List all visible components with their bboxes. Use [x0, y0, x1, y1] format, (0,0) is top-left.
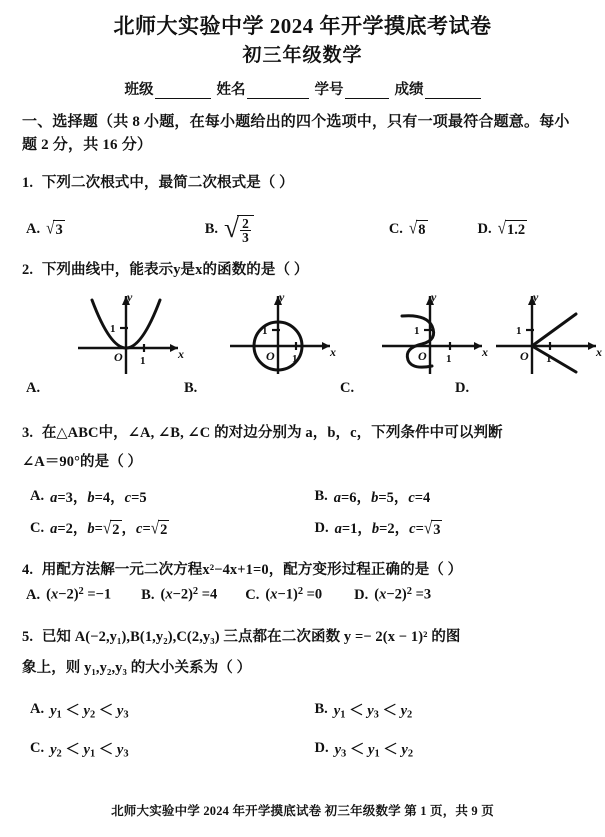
sqrt-icon: √ $\frac{2}{3}$ [224, 215, 254, 245]
field-score-blank[interactable] [425, 85, 481, 99]
option-text: $y_2 < y_1 < y_3$ [50, 742, 129, 760]
question-5-options [22, 699, 583, 760]
question-2-option-d[interactable]: D. [455, 379, 470, 396]
sqrt-icon: √ 3 [46, 218, 63, 239]
question-3-stem-line-2: ∠A＝90°的是（ ） [22, 454, 143, 471]
question-3-option-a[interactable] [22, 486, 303, 507]
option-letter: A. [30, 700, 45, 717]
page-footer: 北师大实验中学 2024 年开学摸底试卷 初三年级数学 第 1 页，共 9 页 [111, 804, 494, 818]
page-subtitle: 初三年级数学 [242, 45, 363, 67]
question-1-number: 1. [22, 174, 34, 191]
question-4-option-c[interactable] [245, 586, 322, 604]
svg-text:x: x [178, 346, 184, 361]
sqrt-icon: √ 2 [150, 518, 168, 539]
question-4-options [22, 586, 583, 604]
question-2-option-c[interactable]: C. [340, 379, 355, 396]
question-1-option-d[interactable] [478, 220, 528, 239]
question-1 [22, 172, 583, 195]
figure-circle-centered-origin[interactable] [222, 288, 340, 376]
question-2-number: 2. [22, 261, 34, 278]
question-4-option-a[interactable] [26, 586, 111, 604]
question-5-line-1 [22, 626, 583, 649]
option-letter: B. [314, 488, 328, 505]
option-text: $(x-2)^2 =4$ [160, 586, 218, 604]
svg-text:O: O [114, 349, 123, 364]
figure-s-shaped-looping-curve[interactable] [374, 288, 492, 376]
question-1-option-a[interactable] [26, 220, 65, 239]
svg-text:1: 1 [262, 324, 268, 337]
option-text: $y_1 < y_2 < y_3$ [50, 702, 129, 721]
question-3-line-1 [22, 422, 583, 445]
field-class-blank[interactable] [155, 85, 211, 99]
svg-text:1: 1 [292, 352, 298, 365]
svg-text:O: O [266, 348, 275, 363]
option-text: a=3，b=4，c=5 [50, 490, 147, 507]
graph-icon [374, 288, 492, 376]
question-5-option-b[interactable] [303, 699, 584, 721]
field-student-number-label: 学号 [314, 82, 344, 99]
question-5 [22, 626, 583, 680]
sqrt-icon: √ 1.2 [497, 218, 526, 239]
question-2-option-a[interactable]: A. [26, 379, 41, 396]
svg-text:1: 1 [110, 322, 116, 335]
question-3-stem-line-1: 在△ABC中，∠A, ∠B, ∠C 的对边分别为 a，b，c，下列条件中可以判断 [41, 424, 503, 441]
question-5-stem-line-2: 象上，则 y₁,y₂,y₃ 的大小关系为（ ） [22, 660, 252, 677]
question-1-option-b[interactable] [204, 211, 254, 246]
option-letter: B. [141, 586, 155, 603]
option-text: a=1，b=2，c= √ 3 [334, 518, 441, 539]
option-letter: A. [26, 221, 41, 238]
option-text: a=2，b= √ 2 ，c= √ 2 [50, 518, 168, 539]
question-3 [22, 422, 583, 474]
svg-text:y: y [533, 289, 539, 304]
question-3-options [22, 486, 583, 539]
svg-text:1: 1 [140, 354, 146, 367]
question-5-option-a[interactable] [22, 699, 303, 721]
option-letter: B. [204, 221, 219, 238]
sqrt-icon: √ 8 [408, 218, 426, 239]
question-4-stem: 用配方法解一元二次方程x²−4x+1=0，配方变形过程正确的是（ ） [41, 562, 463, 579]
option-text: $(x-1)^2 =0$ [265, 586, 323, 604]
option-letter: A. [26, 586, 41, 603]
field-score-label: 成绩 [394, 82, 424, 99]
question-5-number: 5. [22, 629, 34, 646]
graph-icon [222, 288, 340, 376]
question-3-number: 3. [22, 424, 34, 441]
field-class-label: 班级 [124, 82, 154, 99]
svg-text:1: 1 [546, 352, 552, 365]
question-4-option-d[interactable] [354, 586, 431, 604]
question-3-option-d[interactable] [303, 517, 584, 539]
svg-text:x: x [330, 344, 336, 359]
question-3-option-b[interactable] [303, 486, 584, 507]
option-letter: C. [245, 586, 260, 603]
field-student-number [315, 78, 389, 99]
question-3-option-c[interactable] [22, 517, 303, 539]
svg-text:x: x [482, 344, 488, 359]
section-heading: 一、选择题（共 8 小题，在每小题给出的四个选项中，只有一项最符合题意。每小题 2 分，共 16 分） [22, 114, 570, 154]
option-letter: B. [314, 700, 328, 717]
question-2-option-labels [22, 380, 583, 402]
field-name [217, 78, 309, 99]
exam-page [0, 12, 605, 837]
sqrt-icon: √ 3 [423, 518, 441, 539]
question-4 [22, 559, 583, 582]
graph-icon [492, 288, 605, 376]
svg-text:1: 1 [414, 324, 420, 337]
option-text: $(x-2)^2 =-1$ [46, 586, 112, 604]
question-2-figures [22, 288, 602, 380]
figure-parabola-opening-up[interactable] [70, 288, 188, 376]
option-letter: C. [388, 221, 403, 238]
option-text: $y_3 < y_1 < y_2$ [334, 742, 414, 760]
question-5-stem-line-1: 已知 A(−2,y₁),B(1,y₂),C(2,y₃) 三点都在二次函数 y =− 2(x − 1)² 的图 [41, 629, 461, 646]
field-score [395, 78, 481, 99]
question-2 [22, 259, 583, 282]
svg-text:y: y [279, 289, 285, 304]
field-student-number-blank[interactable] [345, 85, 389, 99]
question-1-stem: 下列二次根式中，最简二次根式是（ ） [41, 174, 294, 191]
option-letter: D. [477, 221, 492, 238]
svg-text:y: y [431, 289, 437, 304]
option-text: a=6，b=5，c=4 [333, 490, 431, 507]
sqrt-icon: √ 2 [102, 518, 120, 539]
question-5-option-d[interactable] [303, 738, 584, 760]
question-1-options [22, 209, 583, 251]
question-1-option-c[interactable] [389, 220, 428, 239]
question-4-number: 4. [22, 562, 34, 579]
option-text: $y_1 < y_3 < y_2$ [333, 702, 413, 721]
svg-text:1: 1 [446, 352, 452, 365]
question-4-option-b[interactable] [141, 586, 217, 604]
option-letter: D. [314, 519, 329, 536]
field-class [125, 78, 211, 99]
question-2-option-b[interactable]: B. [184, 379, 198, 396]
option-letter: D. [314, 740, 329, 757]
option-text: $(x-2)^2 =3$ [374, 586, 432, 604]
svg-text:1: 1 [516, 324, 522, 337]
option-letter: C. [30, 740, 45, 757]
svg-text:O: O [520, 348, 529, 363]
graph-icon [70, 288, 188, 376]
field-name-label: 姓名 [216, 82, 246, 99]
svg-text:y: y [127, 289, 133, 304]
figure-two-rays-from-origin[interactable] [492, 288, 605, 376]
student-info-row [22, 78, 583, 99]
option-letter: A. [30, 488, 45, 505]
page-title: 北师大实验中学 2024 年开学摸底考试卷 [113, 14, 492, 38]
question-2-stem: 下列曲线中，能表示y是x的函数的是（ ） [41, 261, 309, 278]
question-5-option-c[interactable] [22, 738, 303, 760]
field-name-blank[interactable] [247, 85, 309, 99]
option-letter: C. [30, 519, 45, 536]
svg-text:O: O [418, 348, 427, 363]
option-letter: D. [354, 586, 369, 603]
svg-text:x: x [596, 344, 602, 359]
